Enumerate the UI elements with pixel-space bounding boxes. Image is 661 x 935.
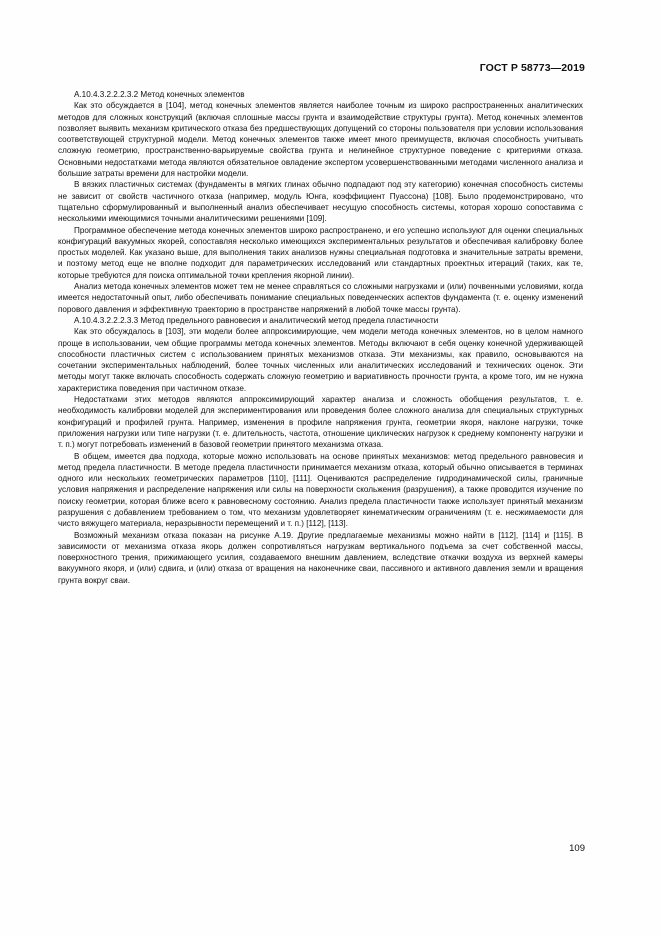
paragraph: В вязких пластичных системах (фундаменты в мягких глинах обычно подпадают под эту категорию) конечная способность системы не зависит от свойств частичного отказа (например, модуль Юнга, коэффициент Пуассона) [108]. Было продемонстрировано, что тщательно сформулированный и выполненный анализ обеспечивает несущую способность системы, которая хорошо сопоставима с несколькими имеющимися точными аналитическими решениями [109]. [58, 180, 583, 224]
paragraph: В общем, имеется два подхода, которые можно использовать на основе принятых механизмов: метод предельного равновесия и метод предела пластичности. В методе предела пластичности принимается механизм отказа, который обычно описывается в терминах одного или нескольких геометрических параметров [110], [111]. Оцениваются распределение гидродинамической силы, граничные условия напряжения и распределение напряжения или силы на поверхности скольжения (разрушения), а также проводится изучение по поиску геометрии, которая ближе всего к равновесному состоянию. Анализ предела пластичности также использует принятый механизм разрушения с добавлением требованием о том, что механизм удовлетворяет кинематическим ограничениям (т. е. несжимаемости для чисто вяжущего материала, неразрывности перемещений и т. п.) [112], [113]. [58, 451, 583, 529]
standard-header: ГОСТ Р 58773—2019 [479, 62, 585, 74]
paragraph: Возможный механизм отказа показан на рисунке А.19. Другие предлагаемые механизмы можно найти в [112], [114] и [115]. В зависимости от механизма отказа якорь должен сопротивляться нагрузкам вертикального подъема за счет собственной массы, поверхностного трения, прижимающего усилия, создаваемого внешним давлением, вследствие откачки воздуха из верхней камеры вакуумного якоря, и (или) сдвига, и (или) отказа от вращения на наконечнике сваи, пассивного и активного давления земли и вращения грунта вокруг сваи. [58, 530, 583, 585]
paragraph: Анализ метода конечных элементов может тем не менее справляться со сложными нагрузками и (или) почвенными условиями, когда имеется недостаточный опыт, либо обеспечивать понимание специальных поведенческих аспектов фундамента (т. е. оценку изменений порового давления и эффективную траекторию в пространстве напряжений в любой точке массы грунта). [58, 282, 583, 314]
page-number: 109 [569, 843, 585, 854]
paragraph: Как это обсуждалось в [103], эти модели более аппроксимирующие, чем модели метода конечных элементов, но в целом намного проще в использовании, чем общие программы метода конечных элементов. Методы включают в себя оценку конечной удерживающей способности пластичных систем с использованием принятых механизмов отказа. Эти механизмы, как правило, основываются на сочетании экспериментальных наблюдений, более точных численных или аналитических исследований и технических оценок. Эти методы могут также включать способность содержать сложную геометрию и вариативность прочности грунта, а кроме того, им не нужна характеристика поведения при частичном отказе. [58, 327, 583, 393]
paragraph: Недостатками этих методов являются аппроксимирующий характер анализа и сложность обобщения результатов, т. е. необходимость калибровки моделей для экспериментирования или проведения более сложного анализа для специальных структурных конфигураций и профилей грунта. Например, изменения в профиле напряжения грунта, геометрии якоря, наклоне нагрузки, точке приложения нагрузки или типе нагрузки (т. е. длительность, частота, отношение циклических нагрузок к среднему компоненту нагрузки и т. п.) могут потребовать изменений в базовой геометрии принятого механизма отказа. [58, 395, 583, 450]
paragraph: Программное обеспечение метода конечных элементов широко распространено, и его успешно используют для оценки специальных конфигураций вакуумных якорей, сопоставляя несколько имеющихся экспериментальных результатов и обеспечивая калибровку более простых моделей. Как указано выше, для выполнения таких анализов нужны специальная подготовка и значительные затраты времени, и поэтому метод еще не вполне подходит для параметрических исследований или стандартных проектных итераций (таких, как те, которые требуются для поиска оптимальной точки крепления якорной линии). [58, 225, 583, 280]
document-body [58, 89, 583, 586]
section-heading: А.10.4.3.2.2.2.3.3 Метод предельного равновесия и аналитический метод предела пластичности [74, 315, 439, 325]
section-heading: А.10.4.3.2.2.2.3.2 Метод конечных элементов [74, 90, 245, 99]
paragraph: Как это обсуждается в [104], метод конечных элементов является наиболее точным из широко распространенных аналитических методов для сложных конструкций (включая сплошные массы грунта и взаимодействие структуры грунта). Метод конечных элементов позволяет выявить механизм критического отказа без предшествующих допущений со стороны пользователя при условии использования соответствующей структурной модели. Метод конечных элементов также имеет много преимуществ, включая способность учитывать сложную геометрию, пространственно-варьируемые свойства грунта и нелинейное структурное поведение с критериями отказа. Основными недостатками метода являются обязательное овладение экспертом усовершенствованными методами численного анализа и большие затраты времени для настройки модели. [58, 101, 583, 179]
